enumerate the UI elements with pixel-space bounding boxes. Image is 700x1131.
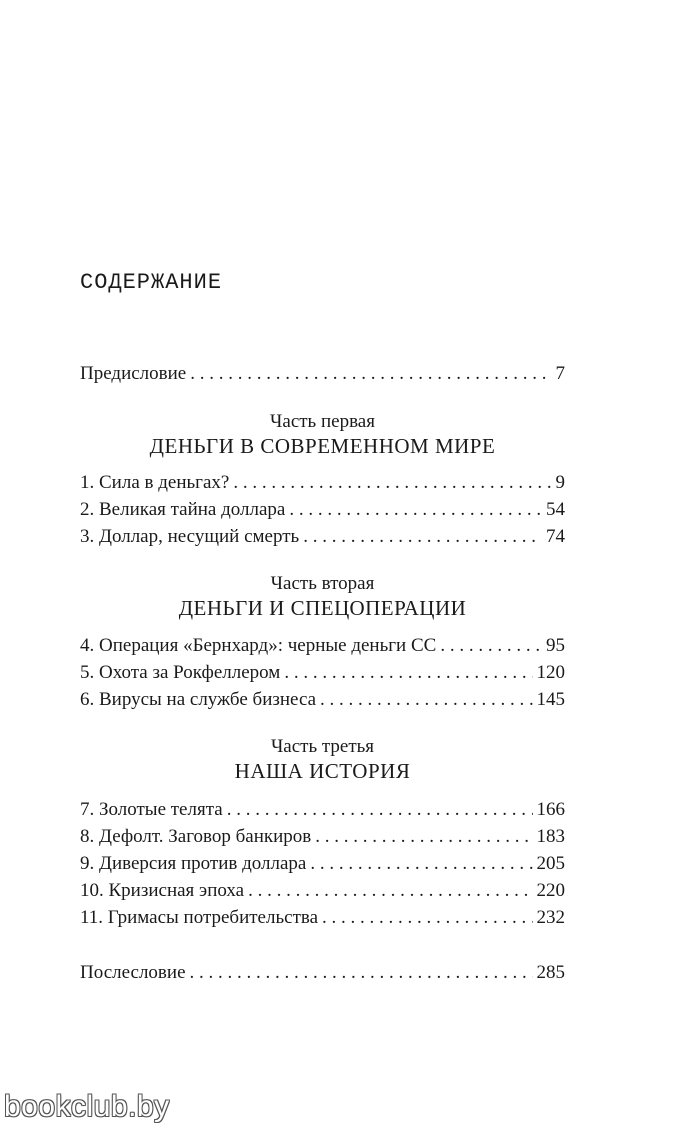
- dot-leader: [315, 824, 532, 850]
- part-title: ДЕНЬГИ И СПЕЦОПЕРАЦИИ: [178, 596, 467, 620]
- toc-entry-page: 7: [555, 363, 565, 384]
- part-label: Часть третья: [270, 736, 375, 757]
- dot-leader: [227, 797, 533, 823]
- part-title: ДЕНЬГИ В СОВРЕМЕННОМ МИРЕ: [149, 434, 496, 458]
- toc-entry: [80, 851, 565, 877]
- part-label: Часть вторая: [270, 573, 375, 594]
- toc-entry-page: 9: [555, 472, 565, 493]
- toc-entry-page: 205: [536, 853, 565, 874]
- toc-entry: [80, 633, 565, 659]
- toc-entry: [80, 470, 565, 496]
- toc-entry: [80, 905, 565, 931]
- toc-entry-page: 54: [546, 499, 565, 520]
- toc-entry-page: 183: [536, 826, 565, 847]
- toc-entry-preface: [80, 361, 565, 387]
- toc-entry: [80, 797, 565, 823]
- toc-entry-page: 145: [536, 689, 565, 710]
- toc-title: СОДЕРЖАНИЕ: [80, 270, 223, 295]
- dot-leader: [310, 851, 532, 877]
- toc-entry: [80, 687, 565, 713]
- dot-leader: [190, 960, 533, 986]
- dot-leader: [440, 633, 542, 659]
- toc-entry-label: 1. Сила в деньгах?: [80, 472, 230, 493]
- toc-entry-label: 2. Великая тайна доллара: [80, 499, 286, 520]
- toc-entry: [80, 497, 565, 523]
- toc-entry-page: 120: [536, 662, 565, 683]
- toc-entry-page: 74: [546, 526, 565, 547]
- toc-entry-label: 5. Охота за Рокфеллером: [80, 662, 281, 683]
- toc-entry-label: Предисловие: [80, 363, 187, 384]
- toc-entry-label: 3. Доллар, несущий смерть: [80, 526, 300, 547]
- toc-entry: [80, 824, 565, 850]
- toc-entry-label: 10. Кризисная эпоха: [80, 880, 245, 901]
- toc-entry-page: 232: [536, 907, 565, 928]
- toc-entry-page: 285: [536, 962, 565, 983]
- toc-entry-label: Послесловие: [80, 962, 186, 983]
- toc-entry-page: 220: [536, 880, 565, 901]
- toc-entry-afterword: [80, 960, 565, 986]
- toc-entry: [80, 660, 565, 686]
- toc-entry-label: 9. Диверсия против доллара: [80, 853, 307, 874]
- toc-entry-label: 11. Гримасы потребительства: [80, 907, 319, 928]
- dot-leader: [289, 497, 542, 523]
- dot-leader: [190, 361, 551, 387]
- toc-entry-label: 8. Дефолт. Заговор банкиров: [80, 826, 312, 847]
- dot-leader: [303, 524, 542, 550]
- part-label: Часть первая: [270, 411, 375, 432]
- toc-entry-page: 166: [536, 799, 565, 820]
- toc-entry: [80, 524, 565, 550]
- toc-entry-label: 7. Золотые телята: [80, 799, 223, 820]
- dot-leader: [322, 905, 532, 931]
- toc-entry-page: 95: [546, 635, 565, 656]
- dot-leader: [284, 660, 532, 686]
- part-title: НАША ИСТОРИЯ: [234, 759, 411, 783]
- toc-entry: [80, 878, 565, 904]
- toc-entry-label: 4. Операция «Бернхард»: черные деньги СС: [80, 635, 437, 656]
- dot-leader: [320, 687, 532, 713]
- dot-leader: [248, 878, 532, 904]
- dot-leader: [233, 470, 551, 496]
- toc-entry-label: 6. Вирусы на службе бизнеса: [80, 689, 317, 710]
- watermark: bookclub.by: [4, 1090, 170, 1123]
